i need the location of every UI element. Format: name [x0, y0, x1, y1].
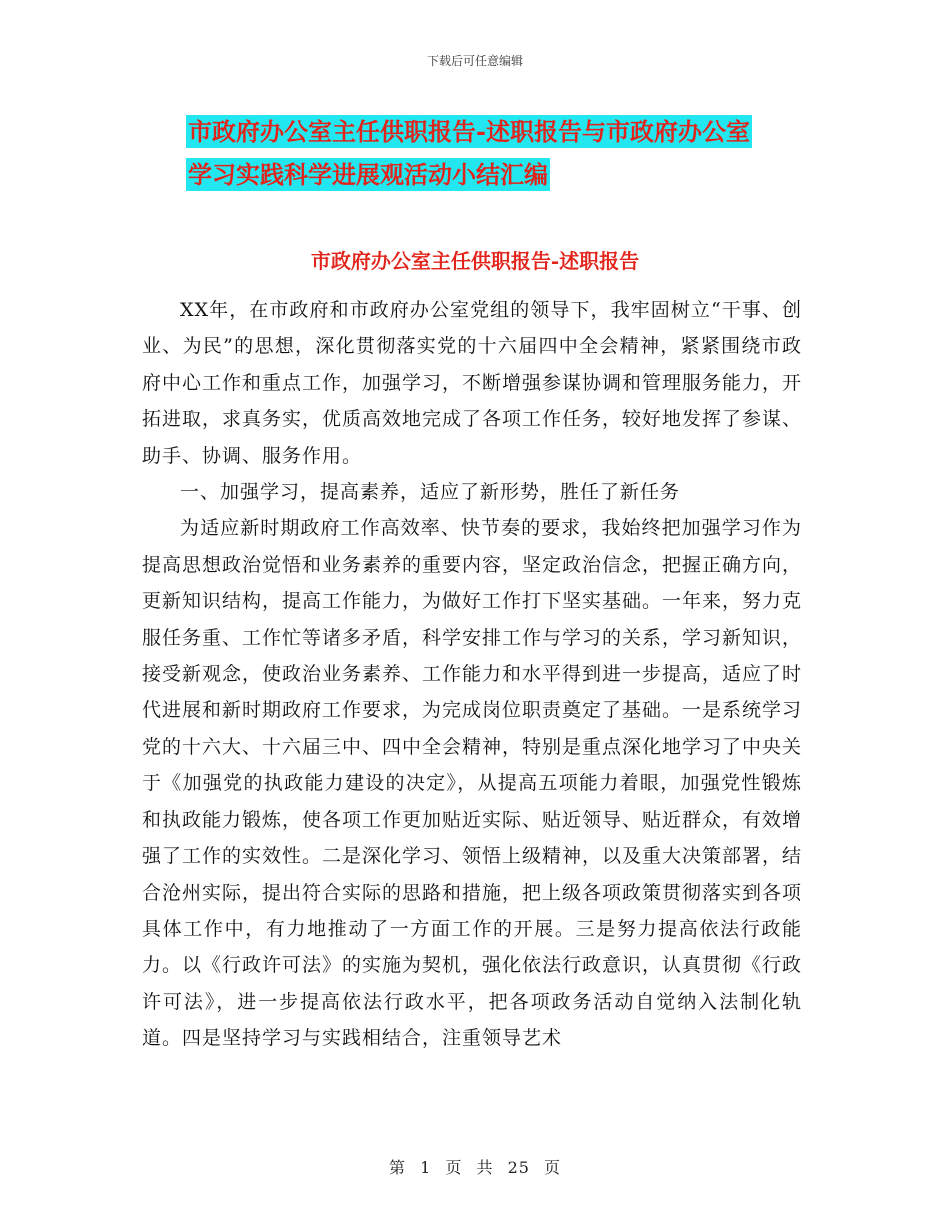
- document-title-line-2: 学习实践科学进展观活动小结汇编: [188, 160, 548, 189]
- paragraph-body-1: 为适应新时期政府工作高效率、快节奏的要求，我始终把加强学习作为提高思想政治觉悟和业务素养的重要内容，坚定政治信念，把握正确方向，更新知识结构，提高工作能力，为做好工作打下坚实基础。一年来，努力克服任务重、工作忙等诸多矛盾，科学安排工作与学习的关系，学习新知识，接受新观念，使政治业务素养、工作能力和水平得到进一步提高，适应了时代进展和新时期政府工作要求，为完成岗位职责奠定了基础。一是系统学习党的十六大、十六届三中、四中全会精神，特别是重点深化地学习了中央关于《加强党的执政能力建设的决定》，从提高五项能力着眼，加强党性锻炼和执政能力锻炼，使各项工作更加贴近实际、贴近领导、贴近群众，有效增强了工作的实效性。二是深化学习、领悟上级精神，以及重大决策部署，结合沧州实际，提出符合实际的思路和措施，把上级各项政策贯彻落实到各项具体工作中，有力地推动了一方面工作的开展。三是努力提高依法行政能力。以《行政许可法》的实施为契机，强化依法行政意识，认真贯彻《行政许可法》，进一步提高依法行政水平，把各项政务活动自觉纳入法制化轨道。四是坚持学习与实践相结合，注重领导艺术: [142, 517, 803, 1050]
- document-body: [142, 258, 802, 1057]
- document-title: [186, 110, 826, 196]
- page-number-mid2: 共: [476, 1158, 494, 1177]
- section-title: 市政府办公室主任供职报告-述职报告: [310, 249, 640, 273]
- paragraph-intro: XX年，在市政府和市政府办公室党组的领导下，我牢固树立“干事、创业、为民”的思想，深化贯彻落实党的十六届四中全会精神，紧紧围绕市政府中心工作和重点工作，加强学习，不断增强参谋协调和管理服务能力，开拓进取，求真务实，优质高效地完成了各项工作任务，较好地发挥了参谋、助手、协调、服务作用。: [142, 299, 803, 467]
- page-number-current: 1: [420, 1158, 432, 1177]
- page-number: [0, 1155, 950, 1178]
- page-number-suffix: 页: [544, 1158, 562, 1177]
- header-note: 下载后可任意编辑: [426, 54, 523, 68]
- page-number-total: 25: [507, 1158, 530, 1177]
- page-number-mid1: 页: [445, 1158, 463, 1177]
- document-title-line-1: 市政府办公室主任供职报告-述职报告与市政府办公室: [188, 117, 750, 146]
- paragraph-heading-1: 一、加强学习，提高素养，适应了新形势，胜任了新任务: [180, 481, 681, 504]
- page-number-prefix: 第: [388, 1158, 406, 1177]
